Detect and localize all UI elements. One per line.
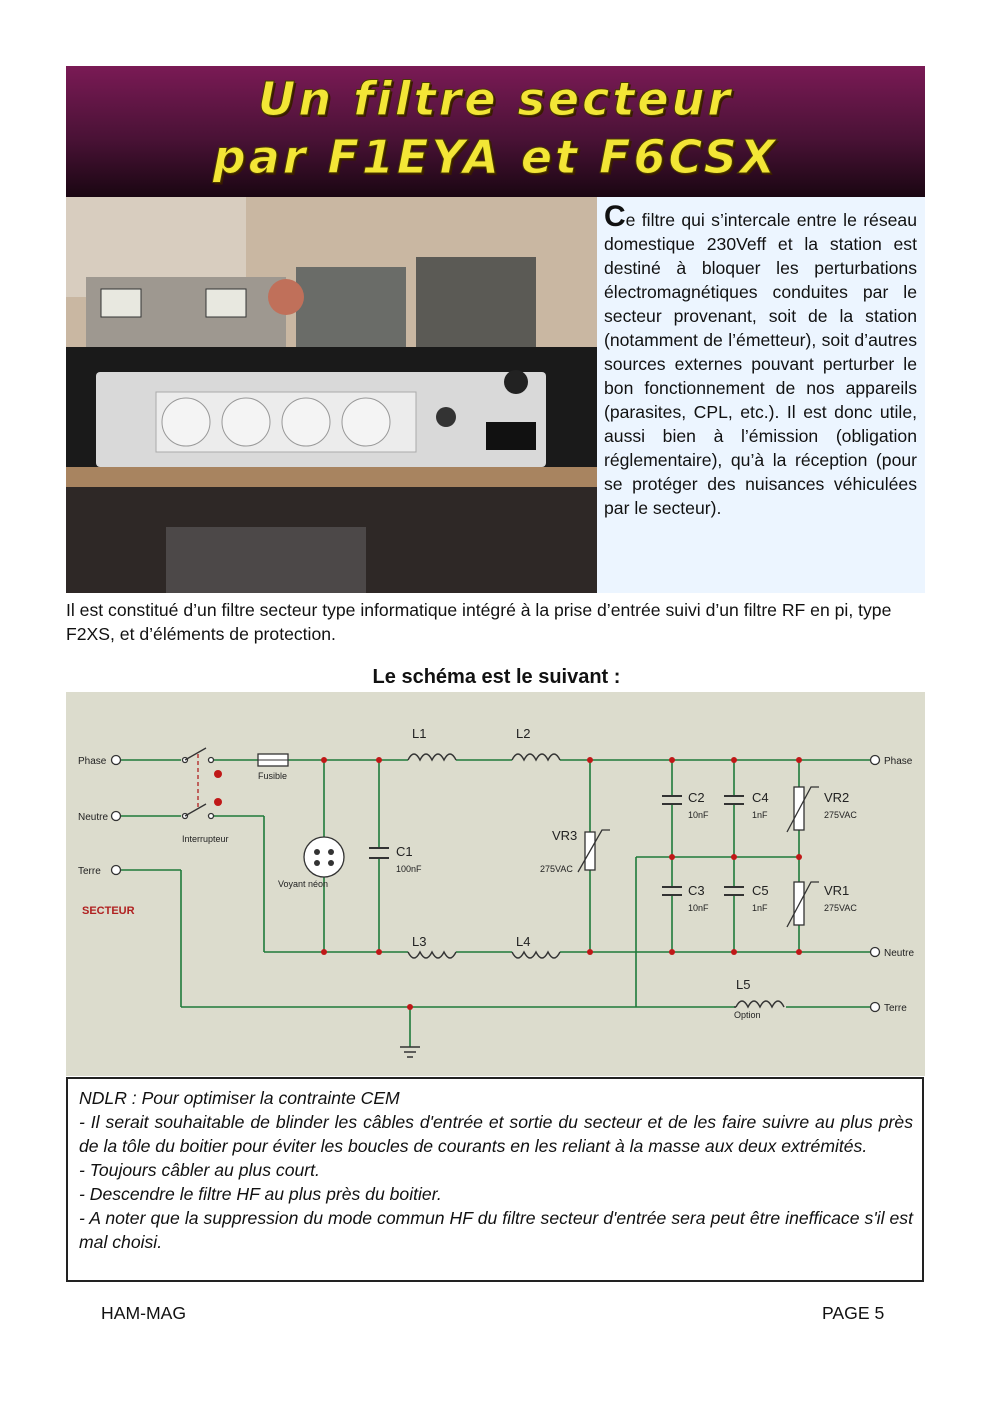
label-phase-out: Phase [884,756,913,767]
label-C4: C4 [752,790,769,805]
ndlr-item-2: - Toujours câbler au plus court. [79,1160,320,1180]
label-terre-out: Terre [884,1003,907,1014]
body-paragraph: Il est constitué d’un filtre secteur type informatique intégré à la prise d’entrée suivi d’un filtre RF en pi, type F2XS, et d’éléments de protection. [66,600,892,644]
label-neutre-in: Neutre [78,812,109,823]
label-voyant: Voyant néon [278,879,329,889]
label-L4: L4 [516,934,531,949]
footer-page-number: PAGE 5 [822,1303,885,1323]
label-VR3-value: 275VAC [540,864,573,874]
schematic-svg [66,692,925,1076]
ndlr-item-3: - Descendre le filtre HF au plus près du boitier. [79,1184,442,1204]
label-VR2-value: 275VAC [824,810,857,820]
footer-magazine: HAM-MAG [101,1303,187,1323]
label-L2: L2 [516,726,531,741]
title-line-1: Un filtre secteur [257,72,734,126]
label-C5-value: 1nF [752,903,768,913]
label-VR2: VR2 [824,790,850,805]
label-interrupteur: Interrupteur [182,834,229,844]
schematic-diagram [66,692,925,1076]
label-C4-value: 1nF [752,810,768,820]
label-VR1-value: 275VAC [824,903,857,913]
label-C2-value: 10nF [688,810,709,820]
intro-text: e filtre qui s’intercale entre le réseau domestique 230Veff et la station est destiné à bloquer les perturbations électromagnétiques conduites par le secteur provenant, soit de la station (notamment de l’émetteur), soit d’autres sources externes pouvant perturber le bon fonctionnement de nos appareils (parasites, CPL, etc.). Il est donc utile, aussi bien à l’émission (obligation réglementaire), qu’à la réception (pour se protéger des nuisances véhiculées par le secteur). [604,210,917,518]
label-VR3: VR3 [552,828,578,843]
schema-heading: Le schéma est le suivant : [372,666,621,688]
label-C1-value: 100nF [396,864,422,874]
label-L3: L3 [412,934,427,949]
label-phase-in: Phase [78,756,107,767]
label-L5-option: Option [734,1010,761,1020]
label-L1: L1 [412,726,427,741]
label-L5: L5 [736,977,751,992]
label-secteur: SECTEUR [82,905,135,917]
label-terre-in: Terre [78,866,101,877]
label-C1: C1 [396,844,413,859]
title-banner [66,66,925,197]
label-C5: C5 [752,883,769,898]
label-neutre-out: Neutre [884,948,915,959]
filter-photo [66,197,597,593]
label-fusible: Fusible [258,771,288,781]
label-C2: C2 [688,790,705,805]
label-C3-value: 10nF [688,903,709,913]
ndlr-note-box [66,1077,924,1282]
filter-photo-illustration [66,197,597,593]
ndlr-title: NDLR : Pour optimiser la contrainte CEM [79,1088,400,1108]
ndlr-item-1: - Il serait souhaitable de blinder les câbles d'entrée et sortie du secteur et de les faire suivre au plus près de la tôle du boitier pour éviter les boucles de courants en les reliant à la masse aux deux extrémités. [79,1112,913,1156]
ndlr-item-4: - A noter que la suppression du mode commun HF du filtre secteur d'entrée sera peut être inefficace s'il est mal choisi. [79,1208,913,1252]
label-C3: C3 [688,883,705,898]
label-VR1: VR1 [824,883,850,898]
intro-text-block [597,197,925,593]
intro-dropcap: C [604,200,626,233]
title-line-2: par F1EYA et F6CSX [212,130,779,184]
